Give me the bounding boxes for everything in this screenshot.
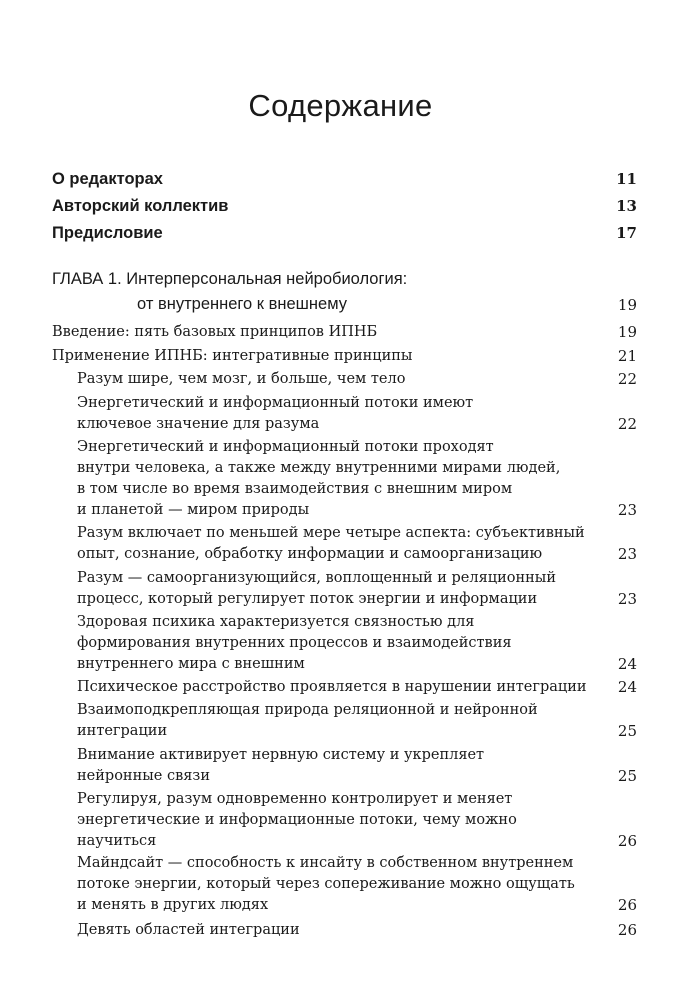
toc-entry-label: Введение: пять базовых принципов ИПНБ: [52, 324, 378, 340]
toc-entry-label: Внимание активирует нервную систему и укрепляет нейронные связи: [77, 747, 485, 784]
toc-page-number: 26: [617, 832, 637, 850]
page-title: Содержание: [248, 88, 433, 123]
toc-entry-label: Психическое расстройство проявляется в нарушении интеграции: [77, 679, 587, 695]
toc-page-number: 25: [617, 767, 637, 785]
toc-page-number: 24: [617, 655, 637, 673]
toc-page-number: 22: [617, 370, 637, 388]
toc-page-number: 21: [617, 347, 637, 365]
toc-page-number: 26: [617, 896, 637, 914]
toc-entry-label: Разум включает по меньшей мере четыре аспекта: субъективный опыт, сознание, обработку информации и самоорганизацию: [77, 525, 585, 562]
toc-page-number: 11: [616, 170, 637, 188]
toc-page-number: 23: [617, 501, 637, 519]
toc-page-number: 25: [617, 722, 637, 740]
toc-entry-label: Регулируя, разум одновременно контролирует и меняет энергетические и информационные потоки, чему можно научиться: [77, 791, 517, 849]
toc-page-number: 23: [617, 545, 637, 563]
toc-entry-label: Разум — самоорганизующийся, воплощенный и реляционный процесс, который регулирует поток энергии и информации: [77, 570, 557, 607]
toc-page-number: 24: [617, 678, 637, 696]
chapter-title-line-1: ГЛАВА 1. Интерперсональная нейробиология:: [52, 270, 408, 288]
toc-entry-label: Взаимоподкрепляющая природа реляционной и нейронной интеграции: [77, 702, 538, 739]
toc-page-number: 13: [616, 197, 637, 215]
toc-entry-label: Применение ИПНБ: интегративные принципы: [52, 348, 413, 364]
toc-entry-label: Авторский коллектив: [52, 197, 229, 215]
toc-entry-label: О редакторах: [52, 170, 163, 188]
toc-page-number: 23: [617, 590, 637, 608]
toc-entry-label: Здоровая психика характеризуется связностью для формирования внутренних процессов и взаимодействия внутреннего мира с внешним: [77, 614, 512, 672]
toc-entry-label: Девять областей интеграции: [77, 922, 300, 938]
toc-entry-label: Предисловие: [52, 224, 163, 242]
toc-page-number: 19: [617, 323, 637, 341]
toc-page-number: 17: [616, 224, 637, 242]
toc-entry-label: Разум шире, чем мозг, и больше, чем тело: [77, 371, 406, 387]
toc-page-number: 19: [617, 296, 637, 314]
toc-entry-label: Майндсайт — способность к инсайту в собственном внутреннем потоке энергии, который через сопереживание можно ощущать и менять в других людях: [77, 855, 575, 913]
toc-page-number: 22: [617, 415, 637, 433]
toc-entry-label: Энергетический и информационный потоки имеют ключевое значение для разума: [77, 395, 474, 432]
toc-entry-label: Энергетический и информационный потоки проходят внутри человека, а также между внутренними мирами людей, в том числе во время взаимодействия с внешним миром и планетой — миром природы: [77, 439, 561, 518]
toc-page-number: 26: [617, 921, 637, 939]
chapter-title-line-2: от внутреннего к внешнему: [137, 295, 347, 313]
